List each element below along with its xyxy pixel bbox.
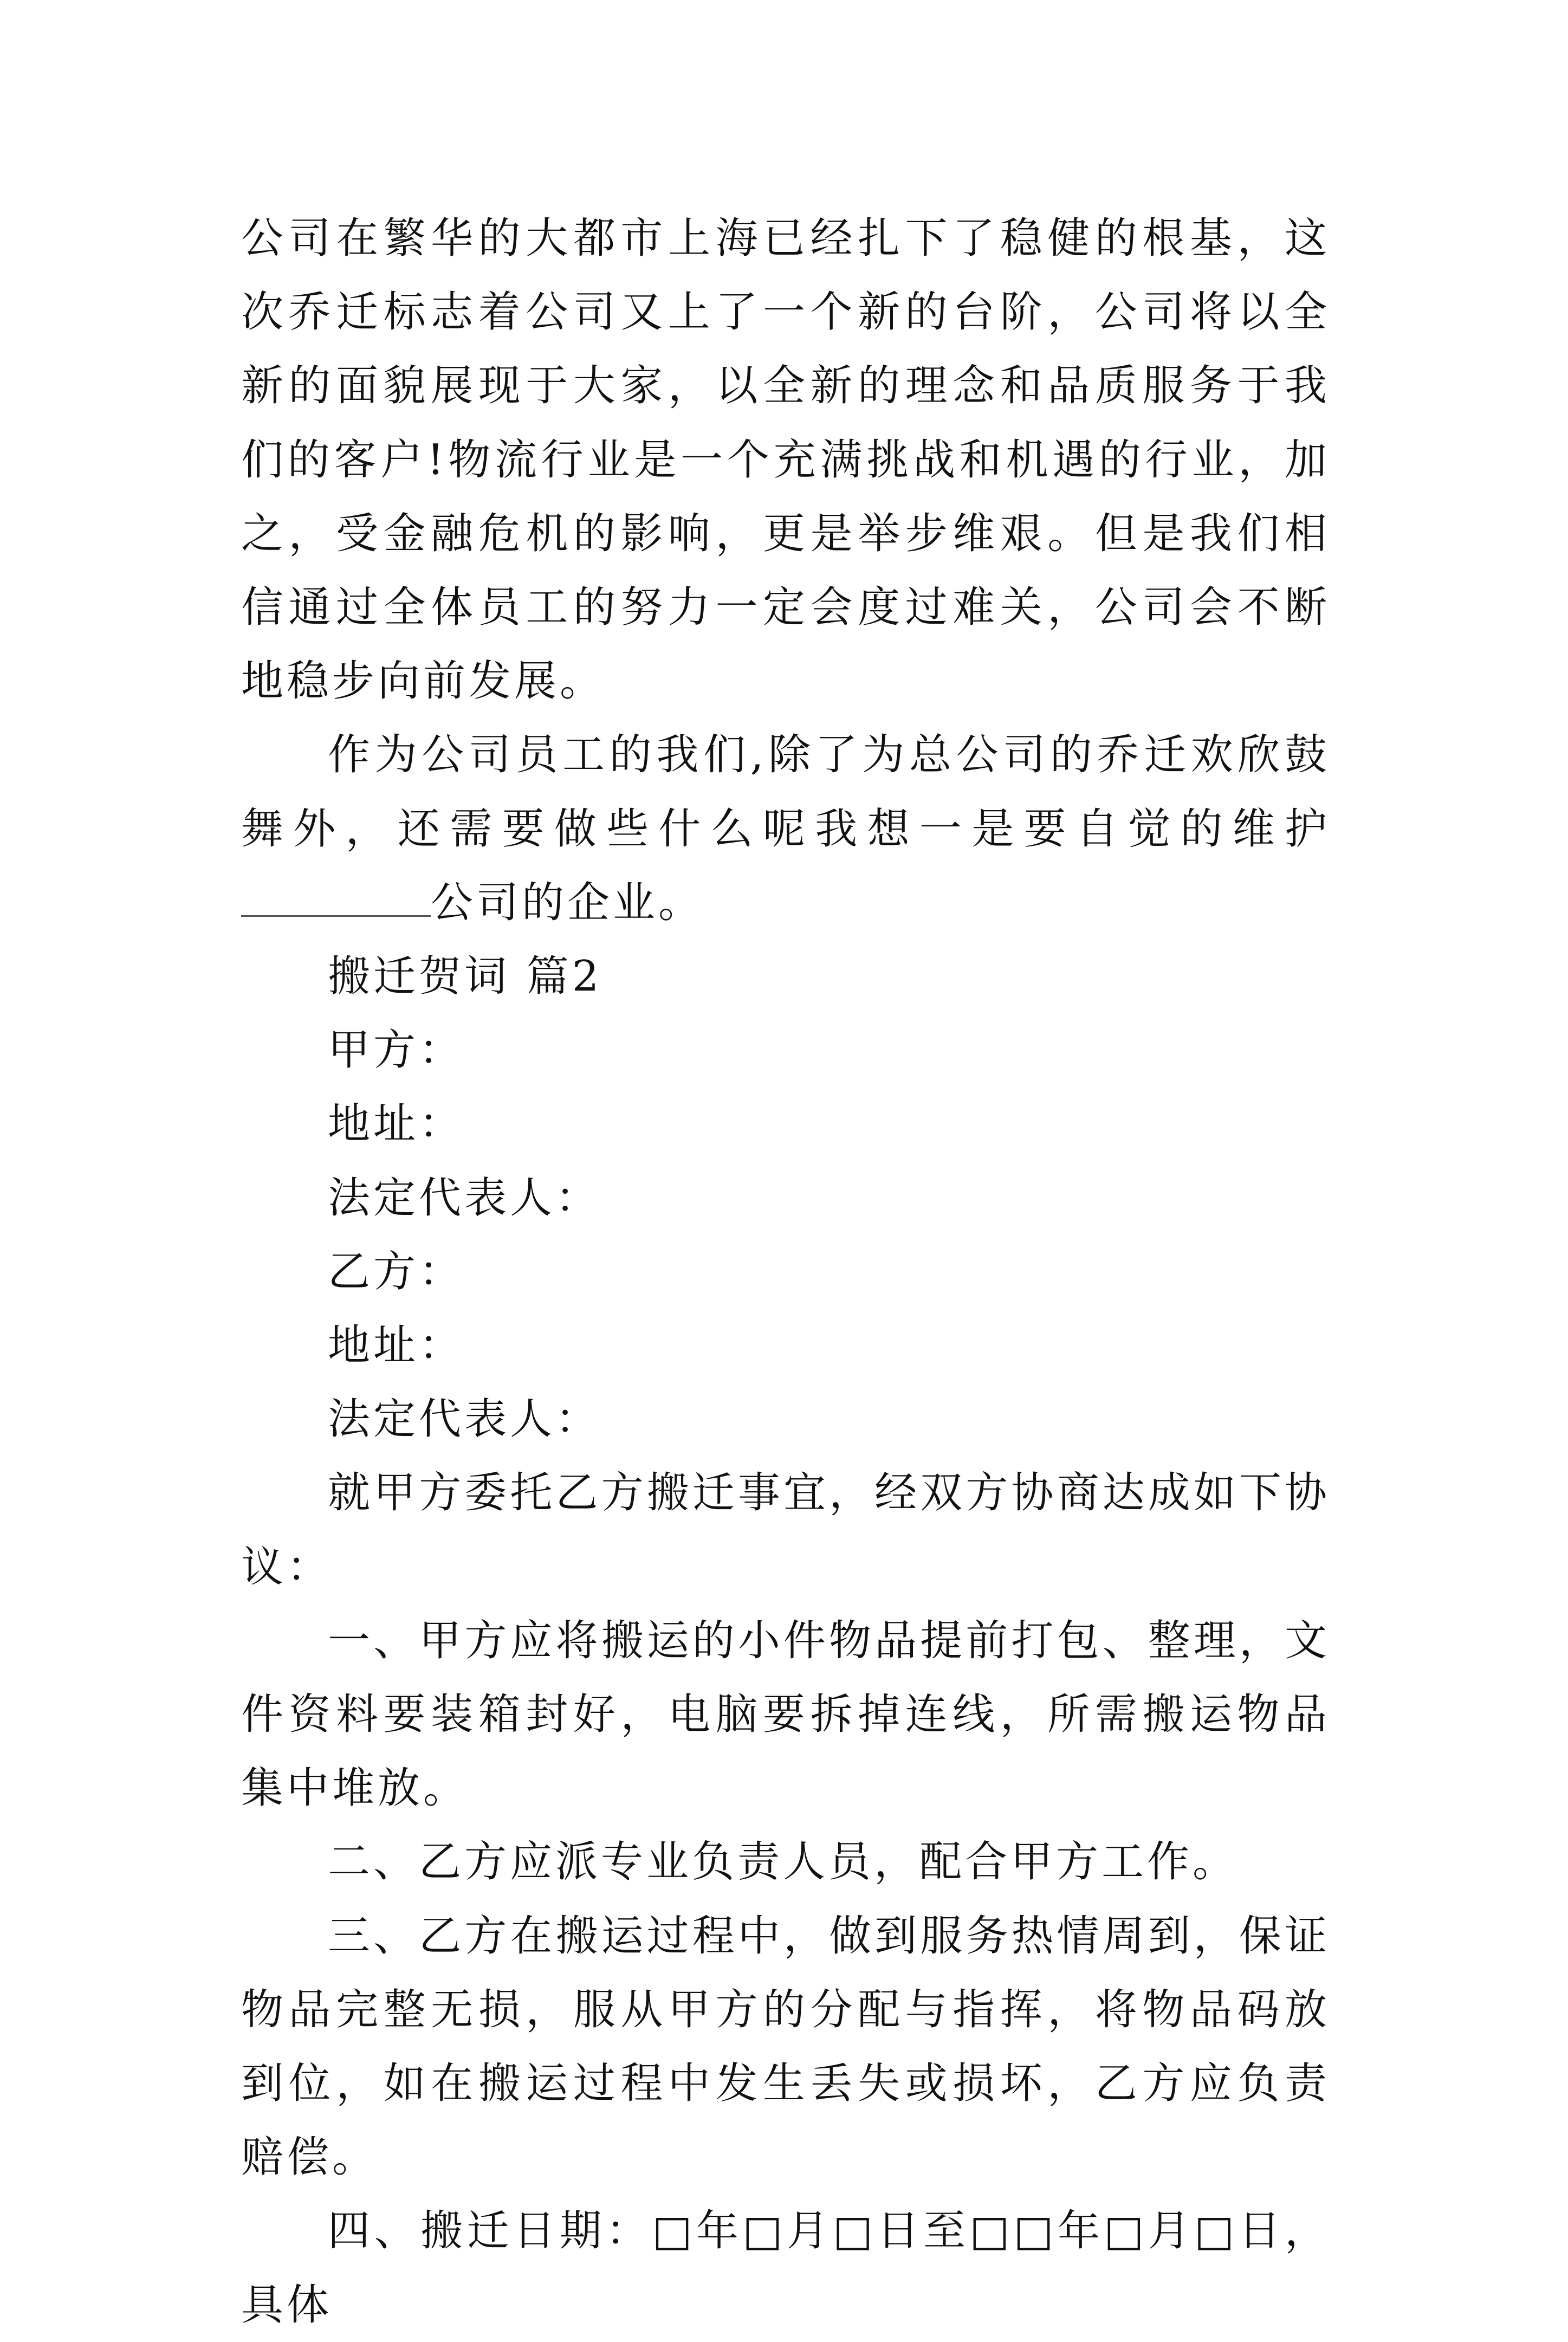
- paragraph-employee-duty-ending: 公司的企业。: [431, 878, 704, 927]
- paragraph-company-relocation: 公司在繁华的大都市上海已经扎下了稳健的根基，这次乔迁标志着公司又上了一个新的台阶，公司将以全新的面貌展现于大家，以全新的理念和品质服务于我们的客户!物流行业是一个充满挑战和机遇的行业，加之，受金融危机的影响，更是举步维艰。但是我们相信通过全体员工的努力一定会度过难关，公司会不断地稳步向前发展。: [241, 214, 1330, 706]
- paragraph-employee-duty: [241, 718, 1330, 940]
- fill-in-blank: [241, 879, 431, 917]
- document-page: [241, 202, 1330, 2342]
- agreement-intro: 就甲方委托乙方搬迁事宜，经双方协商达成如下协议：: [241, 1468, 1330, 1591]
- party-b-label: 乙方：: [328, 1247, 465, 1296]
- clause-2: 二、乙方应派专业负责人员，配合甲方工作。: [328, 1838, 1239, 1887]
- clause-1: 一、甲方应将搬运的小件物品提前打包、整理，文件资料要装箱封好，电脑要拆掉连线，所需搬运物品集中堆放。: [241, 1616, 1330, 1813]
- party-a-label: 甲方：: [328, 1026, 465, 1075]
- clause-3: 三、乙方在搬运过程中，做到服务热情周到，保证物品完整无损，服从甲方的分配与指挥，将物品码放到位，如在搬运过程中发生丢失或损坏，乙方应负责赔偿。: [241, 1911, 1330, 2182]
- clause-4: 四、搬迁日期：□年□月□日至□□年□月□日，具体: [241, 2207, 1330, 2330]
- party-a-address-label: 地址：: [328, 1099, 465, 1149]
- party-b-address-label: 地址：: [328, 1321, 465, 1370]
- section-heading: 搬迁贺词 篇2: [328, 952, 602, 1001]
- paragraph-employee-duty-text: 作为公司员工的我们,除了为总公司的乔迁欢欣鼓舞外，还需要做些什么呢我想一是要自觉的维护: [241, 730, 1330, 853]
- party-b-representative-label: 法定代表人：: [328, 1395, 601, 1444]
- party-a-representative-label: 法定代表人：: [328, 1173, 601, 1222]
